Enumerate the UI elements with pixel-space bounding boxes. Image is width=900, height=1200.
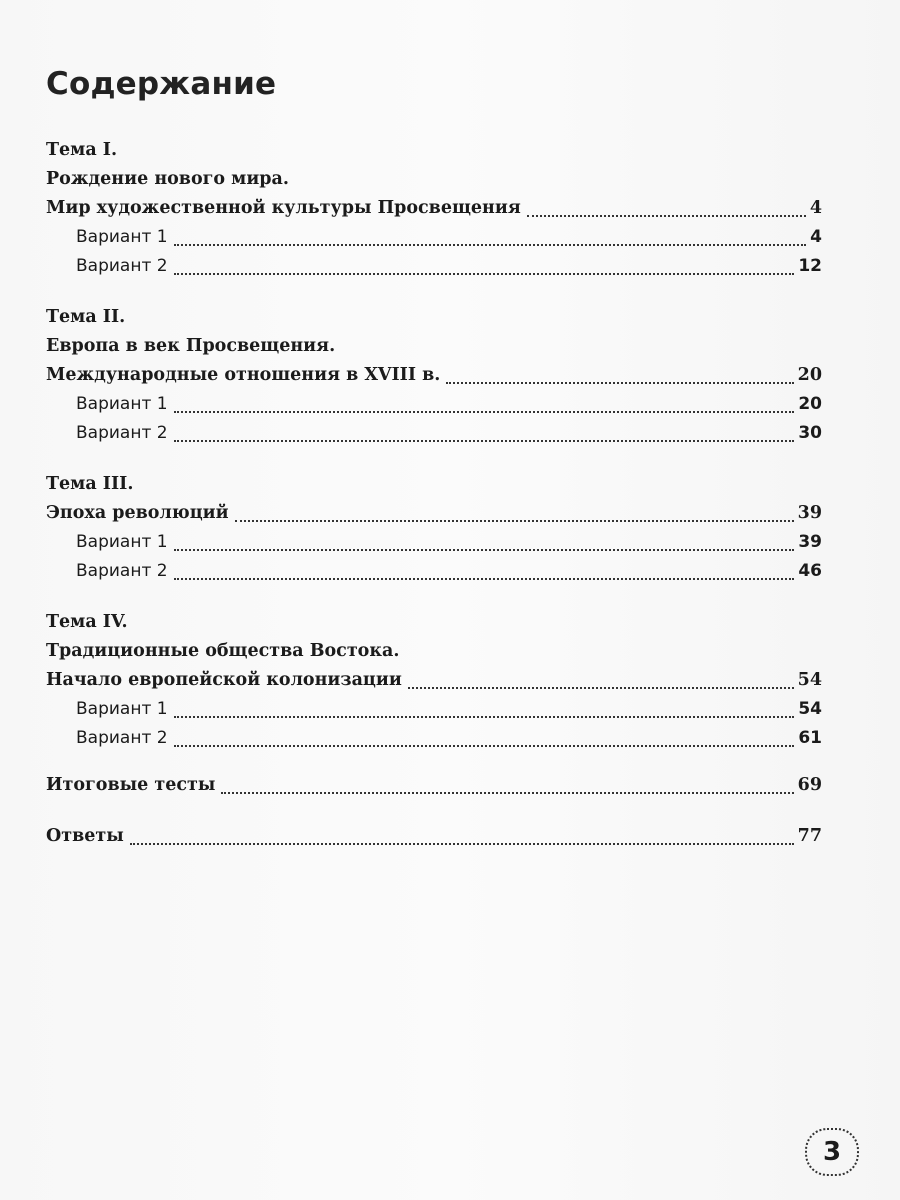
toc-entry-page: 77 <box>797 826 822 846</box>
dot-leader <box>221 791 793 794</box>
toc-entry[interactable] <box>46 361 822 390</box>
toc-entry-title: Итоговые тесты <box>46 775 216 795</box>
toc-variant[interactable] <box>46 419 822 448</box>
toc-variant[interactable] <box>46 390 822 419</box>
toc-entry-page: 69 <box>797 775 822 795</box>
dot-leader <box>130 842 794 845</box>
spacer <box>46 800 822 822</box>
toc-entry-title: Ответы <box>46 826 124 846</box>
topic-2-label: Тема II. <box>46 307 126 327</box>
toc-entry-page: 54 <box>797 670 822 690</box>
topic-4-subtitle: Традиционные общества Востока. <box>46 641 400 661</box>
dot-leader <box>235 519 794 522</box>
toc-variant-page: 30 <box>798 423 822 443</box>
toc-variant-title: Вариант 2 <box>76 561 168 581</box>
toc-entry[interactable] <box>46 499 822 528</box>
toc-entry-page: 4 <box>809 198 822 218</box>
toc-variant[interactable] <box>46 252 822 281</box>
spacer <box>46 586 822 608</box>
topic-2-subtitle: Европа в век Просвещения. <box>46 336 336 356</box>
toc-entry-page: 39 <box>797 503 822 523</box>
toc-variant-title: Вариант 1 <box>76 532 168 552</box>
toc-variant-page: 4 <box>810 227 822 247</box>
toc-variant-title: Вариант 1 <box>76 699 168 719</box>
toc-variant-title: Вариант 1 <box>76 394 168 414</box>
toc-variant[interactable] <box>46 557 822 586</box>
page-title: Содержание <box>46 66 277 102</box>
dot-leader <box>527 214 806 217</box>
dot-leader <box>174 439 795 442</box>
toc-variant-title: Вариант 2 <box>76 423 168 443</box>
toc-variant[interactable] <box>46 724 822 753</box>
dot-leader <box>174 744 795 747</box>
spacer <box>46 753 822 771</box>
toc-variant-page: 20 <box>798 394 822 414</box>
dot-leader <box>174 410 795 413</box>
toc-variant-title: Вариант 2 <box>76 728 168 748</box>
toc-variant-page: 39 <box>798 532 822 552</box>
toc-variant-page: 54 <box>798 699 822 719</box>
dot-leader <box>408 686 794 689</box>
toc-entry[interactable] <box>46 666 822 695</box>
toc-variant-title: Вариант 2 <box>76 256 168 276</box>
dot-leader <box>174 577 795 580</box>
dot-leader <box>174 272 795 275</box>
dot-leader <box>174 243 807 246</box>
spacer <box>46 281 822 303</box>
toc-entry-title: Международные отношения в XVIII в. <box>46 365 441 385</box>
page-number-badge: 3 <box>805 1128 859 1176</box>
toc-variant-title: Вариант 1 <box>76 227 168 247</box>
spacer <box>46 448 822 470</box>
toc-variant[interactable] <box>46 528 822 557</box>
dot-leader <box>174 715 795 718</box>
topic-1-subtitle: Рождение нового мира. <box>46 169 289 189</box>
toc-entry-title: Начало европейской колонизации <box>46 670 402 690</box>
toc-entry[interactable] <box>46 194 822 223</box>
toc-entry-title: Эпоха революций <box>46 503 229 523</box>
topic-3-label: Тема III. <box>46 474 134 494</box>
toc-variant-page: 12 <box>798 256 822 276</box>
toc-entry-final-tests[interactable] <box>46 771 822 800</box>
toc-variant[interactable] <box>46 695 822 724</box>
toc-entry-title: Мир художественной культуры Просвещения <box>46 198 521 218</box>
toc-variant-page: 61 <box>798 728 822 748</box>
toc-entry-answers[interactable] <box>46 822 822 851</box>
toc-variant[interactable] <box>46 223 822 252</box>
dot-leader <box>174 548 795 551</box>
toc-variant-page: 46 <box>798 561 822 581</box>
toc-entry-page: 20 <box>797 365 822 385</box>
dot-leader <box>446 381 793 384</box>
topic-1-label: Тема I. <box>46 140 118 160</box>
table-of-contents <box>46 136 822 851</box>
topic-4-label: Тема IV. <box>46 612 128 632</box>
